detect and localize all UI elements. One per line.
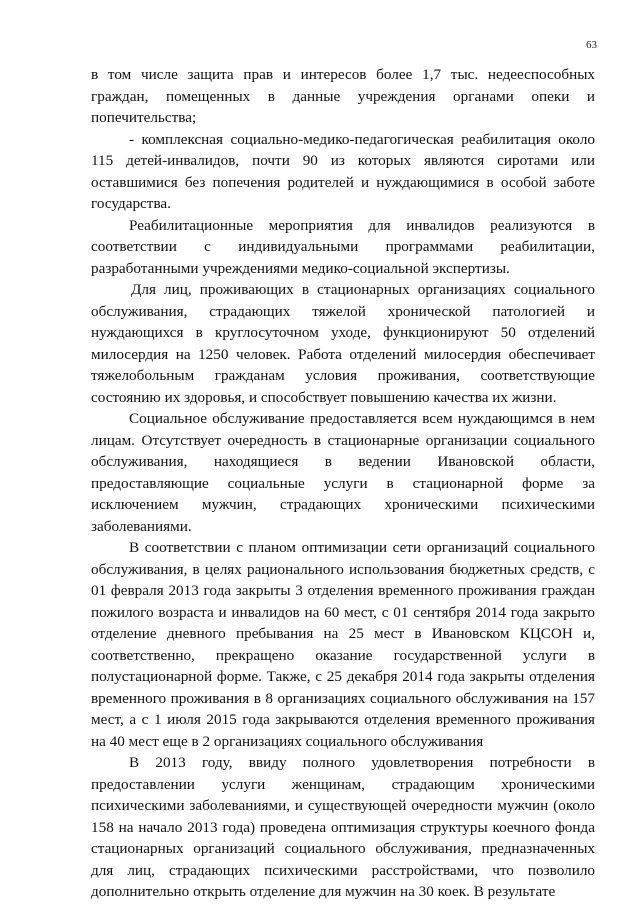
paragraph-guardianship: в том числе защита прав и интересов более 1,7 тыс. недееспособных граждан, помещенных в данные учреждения органами опеки и попечительства; — [91, 66, 595, 126]
paragraph-rehabilitation-programs: Реабилитационные мероприятия для инвалидов реализуются в соответствии с индивидуальными программами реабилитации, разработанными учреждениями медико-социальной экспертизы. — [91, 216, 595, 277]
paragraph-network-optimization: В соответствии с планом оптимизации сети организаций социального обслуживания, в целях рационального использования бюджетных средств, с 01 февраля 2013 года закрыты 3 отделения временного проживания граждан пожилого возраста и инвалидов на 60 мест, с 01 сентября 2014 года закрыто отделение дневного пребывания на 25 мест в Ивановском КЦСОН и, соответственно, прекращено оказание государственной услуги в полустационарной форме. Также, с 25 декабря 2014 года закрыты отделения временного проживания в 8 организациях социального обслуживания на 157 мест, а с 1 июля 2015 года закрываются отделения временного проживания на 40 мест еще в 2 организациях социального обслуживания — [91, 539, 595, 750]
document-body — [91, 64, 595, 903]
paragraph-mercy-departments: Для лиц, проживающих в стационарных организациях социального обслуживания, страдающих тяжелой хронической патологией и нуждающихся в круглосуточном уходе, функционируют 50 отделений милосердия на 1250 человек. Работа отделений милосердия обеспечивает тяжелобольным гражданам условия проживания, соответствующие состоянию их здоровья, и способствует повышению качества их жизни. — [91, 281, 595, 406]
paragraph-2013-bed-optimization: В 2013 году, ввиду полного удовлетворения потребности в предоставлении услуги женщинам, страдающим хроническими психическими заболеваниями, и существующей очередности мужчин (около 158 на начало 2013 года) проведена оптимизация структуры коечного фонда стационарных организаций социального обслуживания, предназначенных для лиц, страдающих психическими расстройствами, что позволило дополнительно открыть отделение для мужчин на 30 коек. В результате — [91, 754, 595, 900]
page-number: 63 — [586, 39, 597, 51]
paragraph-child-rehabilitation: - комплексная социально-медико-педагогическая реабилитация около 115 детей-инвалидов, почти 90 из которых являются сиротами или оставшимися без попечения родителей и нуждающимися в особой заботе государства. — [91, 130, 595, 212]
paragraph-social-service-availability: Социальное обслуживание предоставляется всем нуждающимся в нем лицам. Отсутствует очередность в стационарные организации социального обслуживания, находящиеся в ведении Ивановской области, предоставляющие социальные услуги в стационарной форме за исключением мужчин, страдающих хроническими психическими заболеваниями. — [91, 410, 595, 535]
